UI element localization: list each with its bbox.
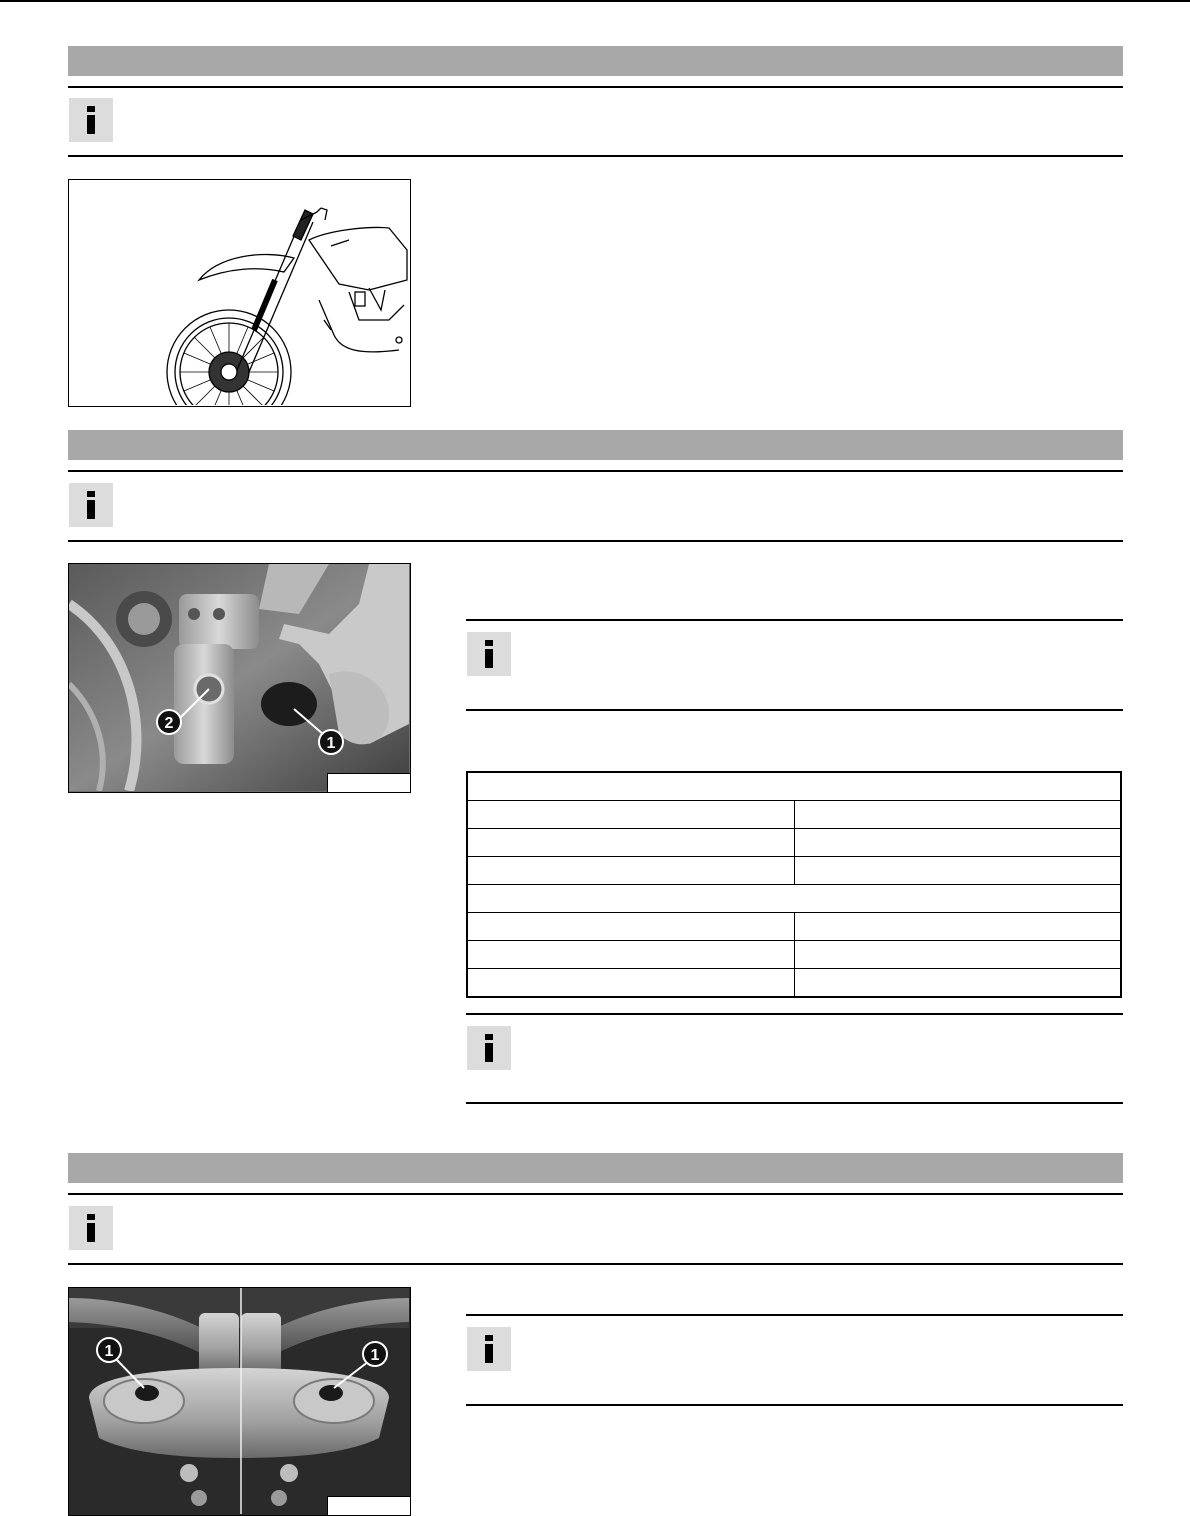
table-row xyxy=(467,913,1121,941)
table-cell xyxy=(467,941,794,969)
figure-code xyxy=(327,773,410,792)
table-group-header xyxy=(467,772,1121,801)
info-icon xyxy=(69,98,113,142)
note-rule-bottom xyxy=(68,1263,1123,1265)
table-row xyxy=(467,857,1121,885)
note-rule-top xyxy=(68,86,1123,88)
info-icon xyxy=(467,1327,511,1371)
table-cell xyxy=(467,857,794,885)
callout-2 xyxy=(157,710,181,734)
table-group-header xyxy=(467,885,1121,913)
spec-table xyxy=(466,771,1122,998)
table-row xyxy=(467,941,1121,969)
table-cell xyxy=(794,829,1121,857)
table-cell xyxy=(794,857,1121,885)
figure-triple-clamp-photo xyxy=(68,1287,411,1516)
svg-text:1: 1 xyxy=(326,735,336,752)
spec-table-container xyxy=(466,771,1122,998)
note-rule-top xyxy=(466,1013,1123,1015)
section-header-bar xyxy=(68,430,1123,460)
table-cell xyxy=(794,913,1121,941)
note-rule-bottom xyxy=(466,1102,1123,1104)
info-icon xyxy=(467,632,511,676)
note-rule-bottom xyxy=(466,1404,1123,1406)
table-cell xyxy=(794,969,1121,998)
table-row xyxy=(467,801,1121,829)
figure-motorcycle-line-drawing xyxy=(68,179,411,407)
section-header-bar xyxy=(68,1153,1123,1183)
svg-text:1: 1 xyxy=(370,1347,380,1364)
note-rule-top xyxy=(466,619,1123,621)
note-rule-bottom xyxy=(68,540,1123,542)
note-rule-bottom xyxy=(68,155,1123,157)
callout-1 xyxy=(319,730,343,754)
info-icon xyxy=(69,483,113,527)
table-cell xyxy=(467,801,794,829)
table-cell xyxy=(467,913,794,941)
table-group-header-row xyxy=(467,885,1121,913)
section-header-bar xyxy=(68,46,1123,76)
table-cell xyxy=(467,969,794,998)
table-cell xyxy=(794,801,1121,829)
table-cell xyxy=(794,941,1121,969)
table-row xyxy=(467,969,1121,998)
figure-fork-air-valve-photo xyxy=(68,563,411,793)
info-icon xyxy=(69,1206,113,1250)
note-rule-bottom xyxy=(466,709,1123,711)
callout-1-right xyxy=(363,1342,387,1366)
svg-text:1: 1 xyxy=(104,1343,114,1360)
note-rule-top xyxy=(466,1314,1123,1316)
page-top-rule xyxy=(0,0,1190,2)
table-group-header-row xyxy=(467,772,1121,801)
table-row xyxy=(467,829,1121,857)
table-cell xyxy=(467,829,794,857)
figure-code xyxy=(328,388,410,406)
figure-code xyxy=(327,1496,410,1515)
note-rule-top xyxy=(68,470,1123,472)
callout-1-left xyxy=(97,1338,121,1362)
info-icon xyxy=(467,1026,511,1070)
svg-text:2: 2 xyxy=(164,715,174,732)
note-rule-top xyxy=(68,1193,1123,1195)
